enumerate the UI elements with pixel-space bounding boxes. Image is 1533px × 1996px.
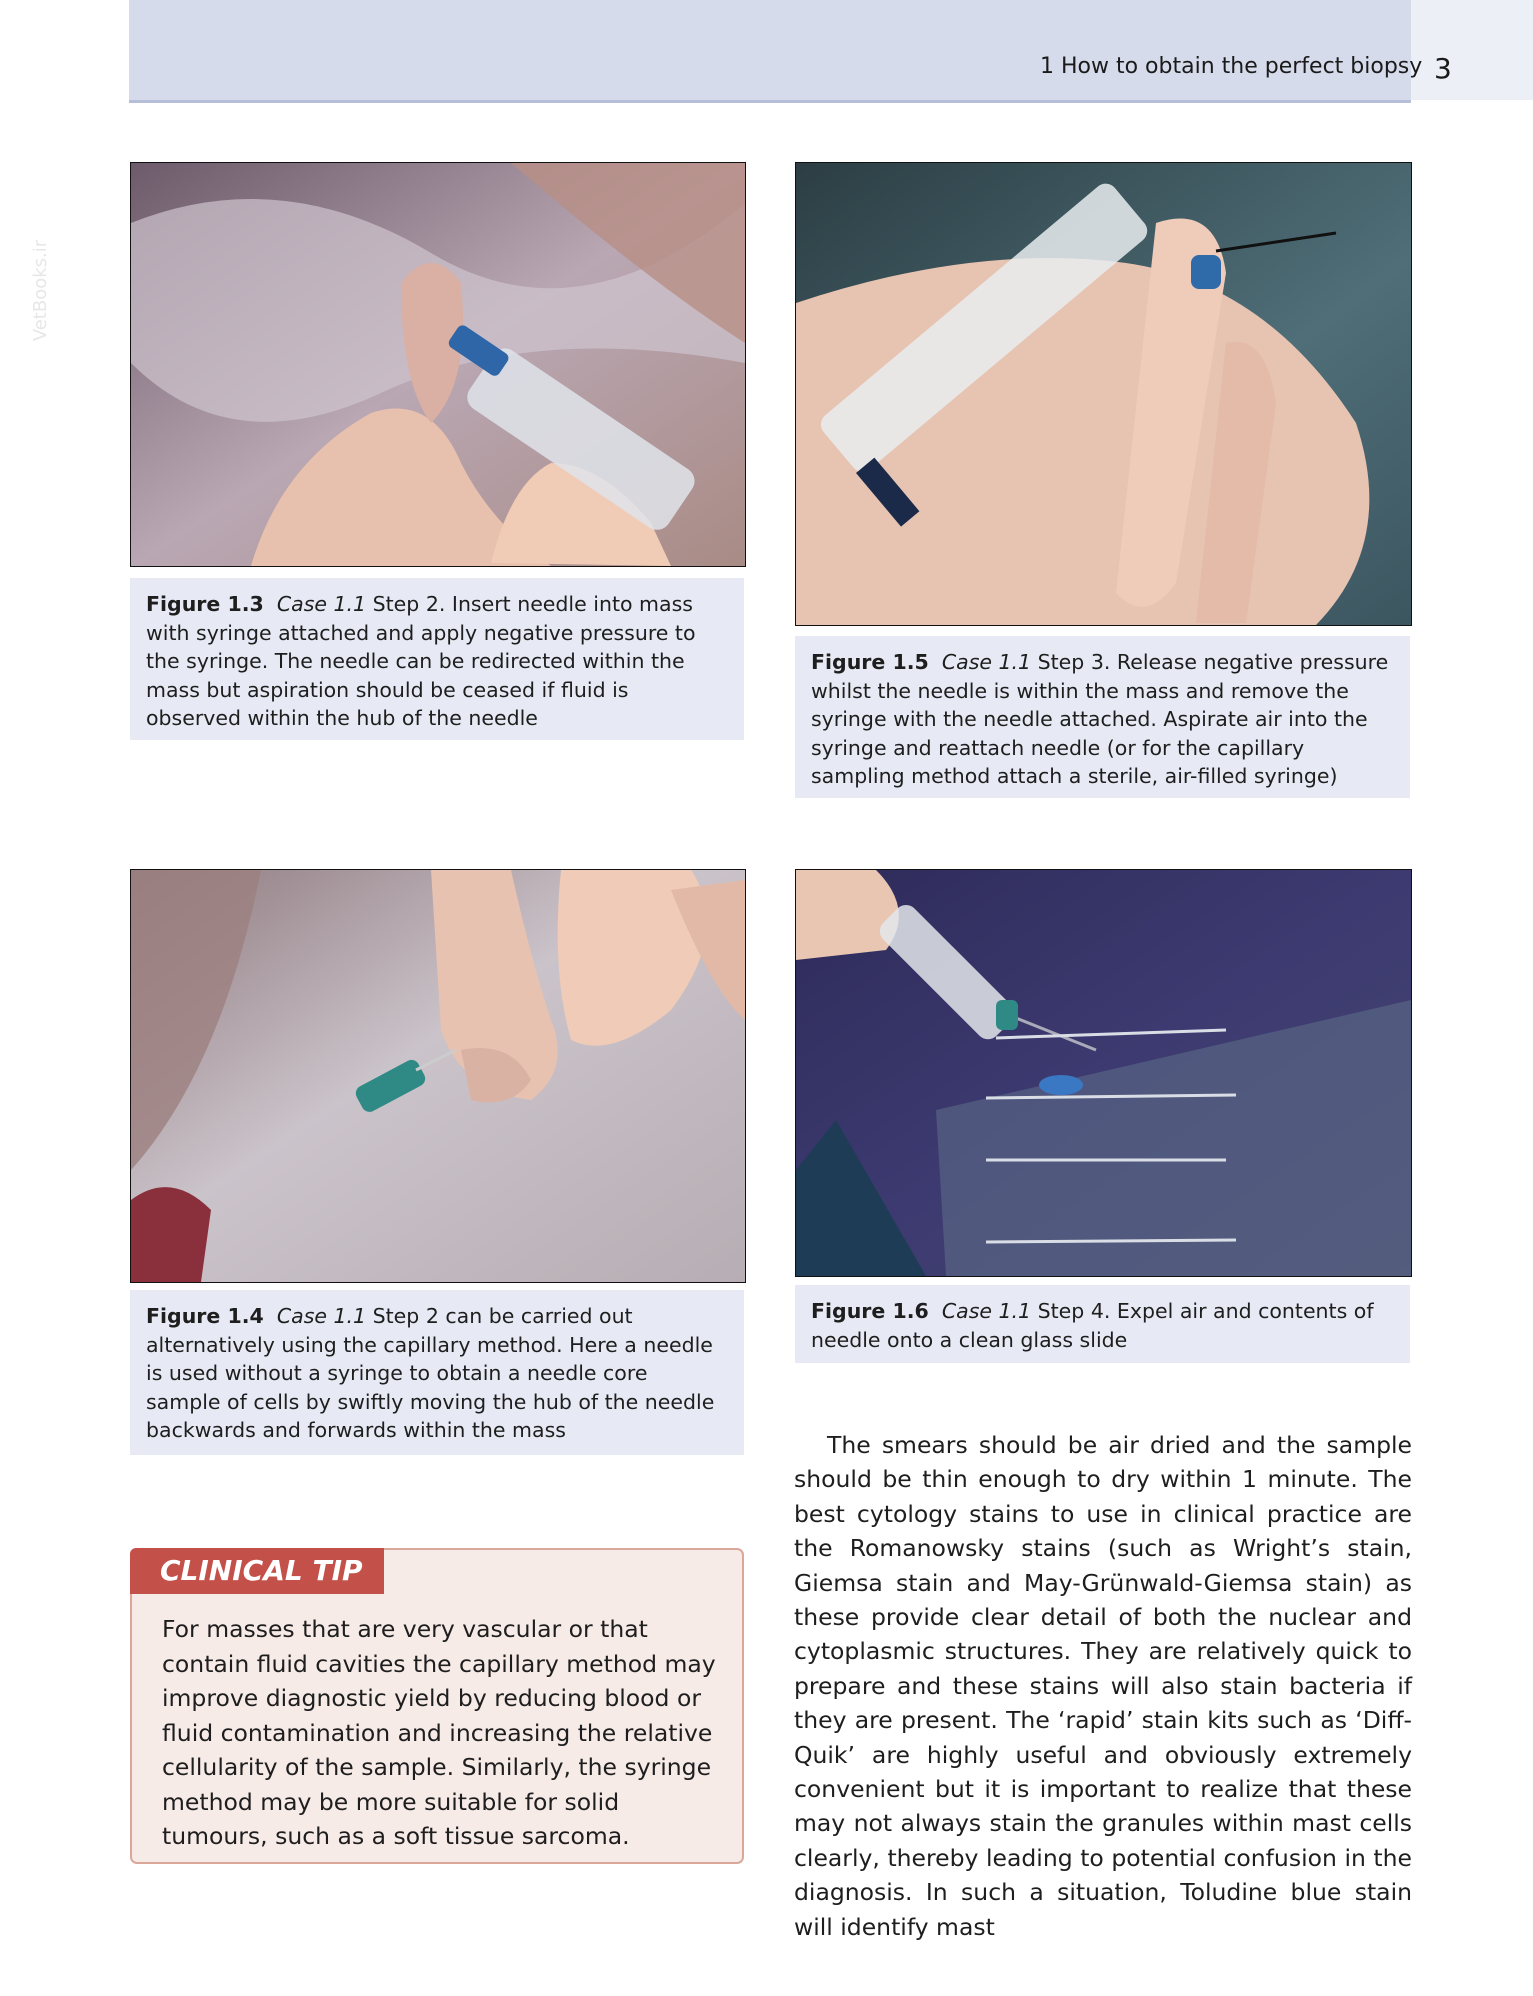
figure-1-4-caption (130, 1290, 744, 1455)
caption-text: Step 2. Insert needle into mass with syringe attached and apply negative pressure to the syringe. The needle can be redirected within the mass but aspiration should be ceased if fluid is observed within the hub of the needle (146, 592, 696, 730)
figure-1-6-caption (795, 1285, 1410, 1363)
watermark: VetBooks.ir (30, 239, 52, 342)
figure-1-5-photo (795, 162, 1412, 626)
caption-text: Step 3. Release negative pressure whilst the needle is within the mass and remove the syringe with the needle attached. Aspirate air into the syringe and reattach needle (or for the capillary sampling method attach a sterile, air-filled syringe) (811, 650, 1389, 788)
body-paragraph: The smears should be air dried and the sample should be thin enough to dry within 1 minute. The best cytology stains to use in clinical practice are the Romanowsky stains (such as Wright’s stain, Giemsa stain and May-Grünwald-Giemsa stain) as these provide clear detail of both the nuclear and cytoplasmic structures. They are relatively quick to prepare and these stains will also stain bacteria if they are present. The ‘rapid’ stain kits such as ‘Diff-Quik’ are highly useful and obviously extremely convenient but it is important to realize that these may not always stain the granules within mast cells clearly, thereby leading to potential confusion in the diagnosis. In such a situation, Toludine blue stain will identify mast (794, 1431, 1412, 1941)
figure-1-3-caption (130, 578, 744, 740)
figure-1-4-photo (130, 869, 746, 1283)
figure-1-5-caption (795, 636, 1410, 798)
case-reference: Case 1.1 (941, 1299, 1032, 1323)
figure-1-6-photo (795, 869, 1412, 1277)
page-number: 3 (1434, 52, 1452, 85)
figure-number: Figure 1.4 (146, 1304, 264, 1328)
clinical-tip-title: CLINICAL TIP (130, 1548, 384, 1594)
clinical-tip-body: For masses that are very vascular or that contain fluid cavities the capillary method may improve diagnostic yield by reducing blood or fluid contamination and increasing the relative cellularity of the sample. Similarly, the syringe method may be more suitable for solid tumours, such as a soft tissue sarcoma. (162, 1615, 716, 1850)
page-number-band (1411, 0, 1533, 100)
case-reference: Case 1.1 (941, 650, 1032, 674)
clinical-tip-box (130, 1548, 744, 1864)
figure-1-3-photo (130, 162, 746, 567)
figure-number: Figure 1.6 (811, 1299, 929, 1323)
caption-text: Step 4. Expel air and contents of needle onto a clean glass slide (811, 1299, 1374, 1352)
figure-number: Figure 1.3 (146, 592, 264, 616)
chapter-title: 1 How to obtain the perfect biopsy (1040, 54, 1423, 79)
figure-number: Figure 1.5 (811, 650, 929, 674)
caption-text: Step 2 can be carried out alternatively using the capillary method. Here a needle is used without a syringe to obtain a needle core sample of cells by swiftly moving the hub of the needle backwards and forwards within the mass (146, 1304, 715, 1442)
case-reference: Case 1.1 (276, 1304, 367, 1328)
case-reference: Case 1.1 (276, 592, 367, 616)
running-header-band (129, 0, 1411, 103)
